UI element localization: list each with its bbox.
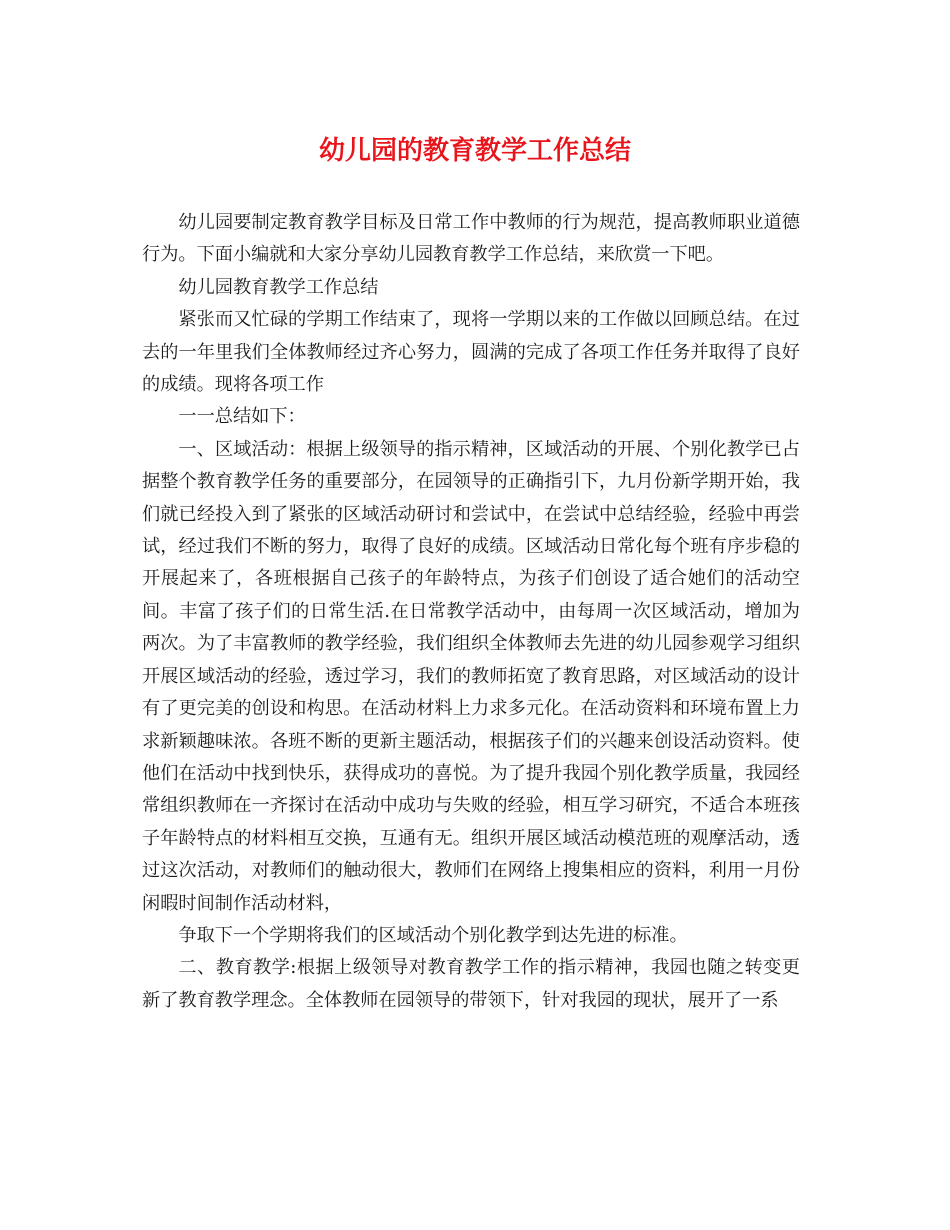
paragraph-section-two: 二、教育教学:根据上级领导对教育教学工作的指示精神，我园也随之转变更新了教育教学理念。全体教师在园领导的带领下，针对我园的现状，展开了一系	[142, 957, 800, 1011]
paragraph-opening: 紧张而又忙碌的学期工作结束了，现将一学期以来的工作做以回顾总结。在过去的一年里我们全体教师经过齐心努力，圆满的完成了各项工作任务并取得了良好的成绩。现将各项工作	[142, 309, 800, 396]
paragraph-intro: 幼儿园要制定教育教学目标及日常工作中教师的行为规范，提高教师职业道德行为。下面小编就和大家分享幼儿园教育教学工作总结，来欣赏一下吧。	[142, 212, 800, 266]
document-title: 幼儿园的教育教学工作总结	[318, 136, 631, 166]
paragraph-goal: 争取下一个学期将我们的区域活动个别化教学到达先进的标准。	[178, 924, 688, 946]
document-body	[142, 207, 800, 1017]
paragraph-summary-lead: 一一总结如下：	[178, 406, 306, 428]
paragraph-subheading: 幼儿园教育教学工作总结	[178, 276, 379, 298]
paragraph-section-one: 一、区域活动：根据上级领导的指示精神，区域活动的开展、个别化教学已占据整个教育教学任务的重要部分，在园领导的正确指引下，九月份新学期开始，我们就已经投入到了紧张的区域活动研讨和尝试中，在尝试中总结经验，经验中再尝试，经过我们不断的努力，取得了良好的成绩。区域活动日常化每个班有序步稳的开展起来了，各班根据自己孩子的年龄特点，为孩子们创设了适合她们的活动空间。丰富了孩子们的日常生活.在日常教学活动中，由每周一次区域活动，增加为两次。为了丰富教师的教学经验，我们组织全体教师去先进的幼儿园参观学习组织开展区域活动的经验，透过学习，我们的教师拓宽了教育思路，对区域活动的设计有了更完美的创设和构思。在活动材料上力求多元化。在活动资料和环境布置上力求新颖趣味浓。各班不断的更新主题活动，根据孩子们的兴趣来创设活动资料。使他们在活动中找到快乐，获得成功的喜悦。为了提升我园个别化教学质量，我园经常组织教师在一齐探讨在活动中成功与失败的经验，相互学习研究，不适合本班孩子年龄特点的材料相互交换，互通有无。组织开展区域活动模范班的观摩活动，透过这次活动，对教师们的触动很大，教师们在网络上搜集相应的资料，利用一月份闲暇时间制作活动材料，	[142, 438, 800, 914]
